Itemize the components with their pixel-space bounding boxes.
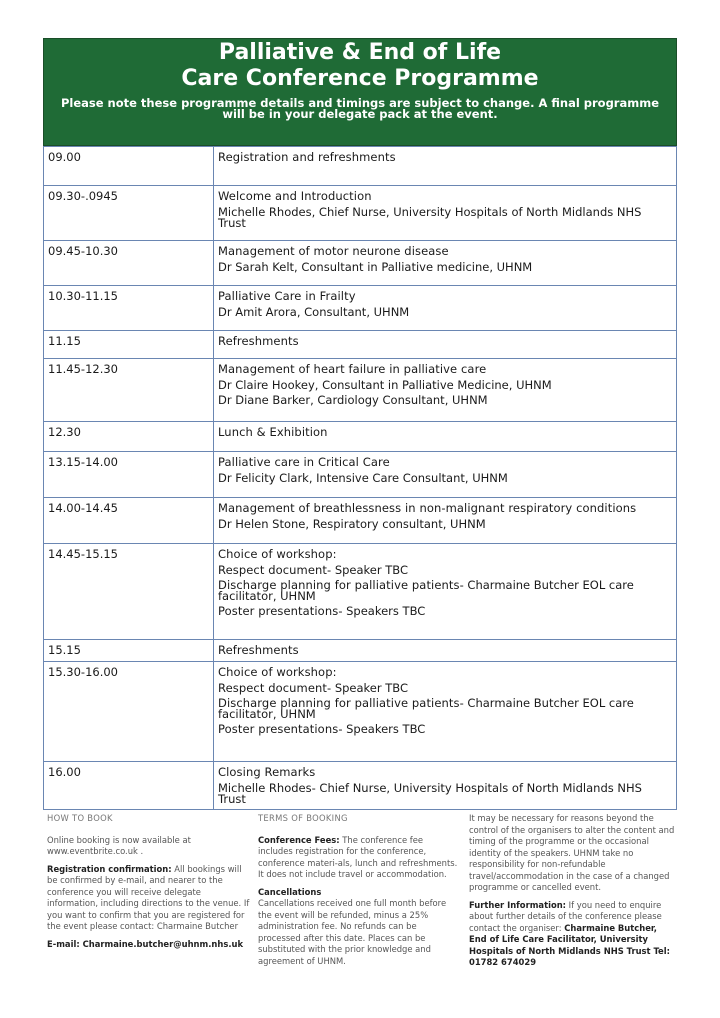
workshop-speaker: - Charmaine Butcher EOL care facilitator, UHNM [218, 696, 634, 721]
session-title: Palliative Care in Frailty [218, 289, 356, 303]
terms-column [258, 813, 458, 973]
contact-email[interactable]: E-mail: Charmaine.butcher@uhnm.nhs.uk [47, 938, 244, 949]
session-details [214, 286, 677, 331]
session-time: 10.30-11.15 [44, 286, 214, 331]
programme-row [44, 762, 677, 810]
programme-row [44, 147, 677, 186]
programme-table [43, 146, 677, 810]
session-title: Palliative care in Critical Care [218, 455, 390, 469]
session-details [214, 186, 677, 241]
programme-note: Please note these programme details and timings are subject to change. A final programme will be in your delegate pack at the event. [60, 96, 660, 121]
programme-row [44, 359, 677, 422]
session-time: 14.45-15.15 [44, 544, 214, 640]
fees-text: The conference fee includes registration for the conference, conference materi-als, lunch and refreshments. It does not include travel or accommodation. [258, 834, 458, 879]
programme-row [44, 286, 677, 331]
programme-row [44, 640, 677, 662]
workshop-speaker: - Speaker TBC [327, 681, 409, 695]
online-booking-text: Online booking is now available at www.eventbrite.co.uk . [47, 834, 191, 856]
conference-fees [258, 835, 458, 881]
session-title: Welcome and Introduction [218, 189, 372, 203]
workshop-label: Poster presentations [218, 604, 339, 618]
session-time: 09.30-.0945 [44, 186, 214, 241]
programme-row [44, 544, 677, 640]
programme-row [44, 498, 677, 544]
session-title: Refreshments [218, 643, 299, 657]
workshop-option [218, 683, 672, 694]
session-details [214, 498, 677, 544]
registration-confirmation [47, 864, 252, 933]
session-time: 11.45-12.30 [44, 359, 214, 422]
workshop-speaker: - Speakers TBC [338, 604, 426, 618]
session-time: 13.15-14.00 [44, 452, 214, 498]
further-info-label: Further Information: [469, 899, 567, 910]
workshop-option [218, 565, 672, 576]
session-details [214, 452, 677, 498]
session-speaker: Michelle Rhodes- Chief Nurse, University Hospitals of North Midlands NHS Trust [218, 781, 642, 806]
session-time: 11.15 [44, 331, 214, 359]
session-details [214, 662, 677, 762]
programme-header [43, 38, 677, 146]
disclaimer-text: It may be necessary for reasons beyond the control of the organisers to alter the content and timing of the programme or the occasional identity of the speakers. UHNM take no responsibility for non-refundable travel/accommodation in the case of a changed programme or cancelled event. [469, 813, 675, 892]
session-speaker: Michelle Rhodes, Chief Nurse, University Hospitals of North Midlands NHS Trust [218, 205, 642, 230]
session-time: 15.15 [44, 640, 214, 662]
session-title: Management of breathlessness in non-malignant respiratory conditions [218, 501, 637, 515]
terms-heading: TERMS OF BOOKING [258, 813, 348, 823]
session-title: Choice of workshop: [218, 665, 337, 679]
workshop-label: Discharge planning for palliative patients [218, 578, 460, 592]
session-speaker: Dr Claire Hookey, Consultant in Palliative Medicine, UHNM [218, 378, 552, 392]
cancellations-heading: Cancellations [258, 886, 322, 897]
session-speaker: Dr Amit Arora, Consultant, UHNM [218, 305, 410, 319]
workshop-option [218, 606, 672, 617]
workshop-label: Respect document [218, 681, 328, 695]
session-details [214, 359, 677, 422]
session-details [214, 640, 677, 662]
session-time: 16.00 [44, 762, 214, 810]
session-speaker: Dr Sarah Kelt, Consultant in Palliative medicine, UHNM [218, 260, 533, 274]
workshop-speaker: - Speakers TBC [338, 722, 426, 736]
session-details [214, 147, 677, 186]
session-details [214, 331, 677, 359]
disclaimer-column [469, 813, 677, 975]
session-time: 09.45-10.30 [44, 241, 214, 286]
programme-row [44, 662, 677, 762]
programme-row [44, 452, 677, 498]
session-details [214, 544, 677, 640]
session-title: Registration and refreshments [218, 150, 396, 164]
workshop-speaker: - Charmaine Butcher EOL care facilitator, UHNM [218, 578, 634, 603]
workshop-label: Respect document [218, 563, 328, 577]
title-line-2: Care Conference Programme [181, 66, 539, 91]
session-title: Management of motor neurone disease [218, 244, 449, 258]
session-time: 12.30 [44, 422, 214, 452]
title-line-1: Palliative & End of Life [218, 40, 502, 65]
workshop-label: Poster presentations [218, 722, 339, 736]
workshop-option [218, 698, 672, 720]
workshop-speaker: - Speaker TBC [327, 563, 409, 577]
programme-row [44, 422, 677, 452]
session-title: Management of heart failure in palliative care [218, 362, 487, 376]
further-info-text: If you need to enquire about further details of the conference please contact the organiser: [469, 899, 662, 933]
session-speaker: Dr Diane Barker, Cardiology Consultant, UHNM [218, 393, 488, 407]
workshop-option [218, 724, 672, 735]
session-details [214, 241, 677, 286]
cancellations-text: Cancellations received one full month before the event will be refunded, minus a 25% administration fee. No refunds can be processed after this date. Places can be substituted with the prior knowledge and agreement of UHNM. [258, 898, 447, 966]
registration-label: Registration confirmation: [47, 863, 172, 874]
further-information [469, 900, 677, 969]
fees-label: Conference Fees: [258, 834, 340, 845]
session-title: Lunch & Exhibition [218, 425, 328, 439]
session-title: Choice of workshop: [218, 547, 337, 561]
session-title: Refreshments [218, 334, 299, 348]
programme-row [44, 241, 677, 286]
session-time: 09.00 [44, 147, 214, 186]
registration-text: All bookings will be confirmed by e-mail, and nearer to the conference you will receive delegate information, including directions to the venue. If you want to confirm that you are registered for the event please contact: Charmaine Butcher [47, 863, 250, 931]
organiser-contact: Charmaine Butcher, End of Life Care Facilitator, University Hospitals of North Midlands NHS Trust Tel: 01782 674029 [469, 922, 670, 967]
programme-row [44, 186, 677, 241]
session-speaker: Dr Felicity Clark, Intensive Care Consultant, UHNM [218, 471, 508, 485]
how-to-book-heading: HOW TO BOOK [47, 813, 113, 823]
session-time: 14.00-14.45 [44, 498, 214, 544]
workshop-option [218, 580, 672, 602]
session-time: 15.30-16.00 [44, 662, 214, 762]
session-title: Closing Remarks [218, 765, 316, 779]
session-speaker: Dr Helen Stone, Respiratory consultant, UHNM [218, 517, 486, 531]
programme-row [44, 331, 677, 359]
session-details [214, 422, 677, 452]
workshop-label: Discharge planning for palliative patients [218, 696, 460, 710]
how-to-book-column [47, 813, 252, 956]
session-details [214, 762, 677, 810]
